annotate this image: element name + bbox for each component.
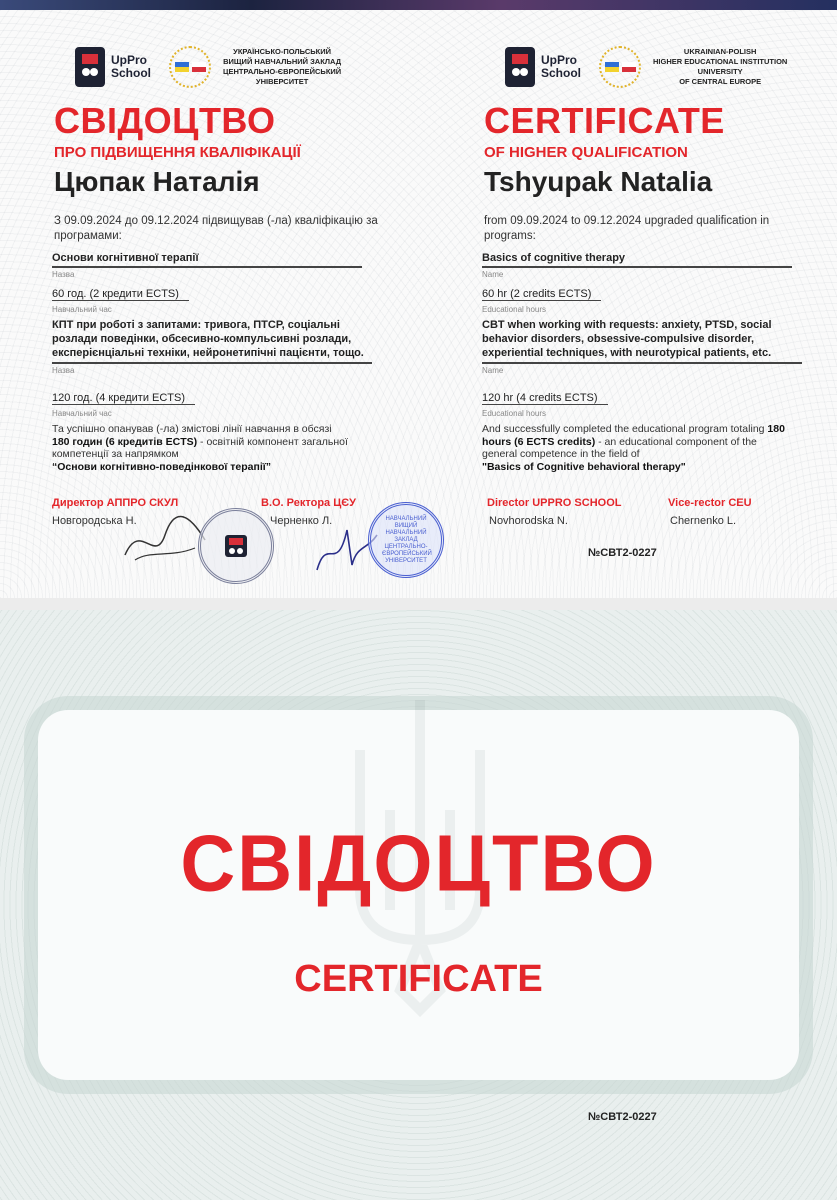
program-1: Основи когнітивної терапії Назва (52, 252, 362, 279)
cover-serial-number: №СВТ2-0227 (588, 1111, 657, 1123)
rector-name: Chernenko L. (670, 515, 737, 527)
header-logos (75, 40, 341, 94)
uppro-logo-icon (505, 47, 535, 87)
director-name: Novhorodska N. (489, 515, 568, 527)
completion-text: And successfully completed the educational program totaling 180 hours (6 ECTS credits) - an educational component of the general competence in the field of "Basics of Cognitive behavioral therapy" (482, 423, 785, 473)
cover-title: СВІДОЦТВО (180, 818, 657, 909)
logo-text: UpPro School (111, 53, 152, 80)
top-bar (0, 0, 837, 10)
program-1: Basics of cognitive therapy Name (482, 252, 792, 279)
program-2: КПТ при роботі з запитами: тривога, ПТСР, соціальні розлади поведінки, обсесивно-компульсивні розлади, експерієнціальні техніки, нейронетипічні пацієнти, тощо. Назва (52, 318, 372, 375)
certificate-title: СВІДОЦТВО (54, 100, 276, 141)
university-name: UKRAINIAN-POLISH HIGHER EDUCATIONAL INSTITUTION UNIVERSITY OF CENTRAL EUROPE (653, 47, 788, 86)
cover-subtitle: CERTIFICATE (294, 958, 543, 1000)
uppro-logo-icon (75, 47, 105, 87)
rector-title: В.О. Ректора ЦЄУ (261, 497, 356, 509)
eu-stars-icon (599, 46, 641, 88)
director-signature-icon (120, 510, 210, 570)
hours-2: 120 год. (4 кредити ECTS) Навчальний час (52, 392, 362, 418)
hours-1: 60 год. (2 кредити ECTS) Навчальний час (52, 288, 362, 314)
ceu-stamp-icon: НАВЧАЛЬНИЙ ВИЩИЙ НАВЧАЛЬНИЙ ЗАКЛАД ЦЕНТРАЛЬНО-ЄВРОПЕЙСЬКИЙ УНІВЕРСИТЕТ (368, 502, 444, 578)
hours-2: 120 hr (4 credits ECTS) Educational hours (482, 392, 792, 418)
director-title: Director UPPRO SCHOOL (487, 497, 622, 509)
date-line: from 09.09.2024 to 09.12.2024 upgraded qualification in programs: (484, 215, 770, 242)
uppro-stamp-icon (198, 508, 274, 584)
eu-stars-icon (169, 46, 211, 88)
program-2: CBT when working with requests: anxiety, PTSD, social behavior disorders, obsessive-compulsive disorder, experiential techniques, with neurotypical patients, etc. Name (482, 318, 802, 375)
logo-text: UpPro School (541, 53, 582, 80)
director-title: Директор АППРО СКУЛ (52, 497, 179, 509)
certificate-subtitle: ПРО ПІДВИЩЕННЯ КВАЛІФІКАЦІЇ (54, 144, 301, 161)
certificate-title: CERTIFICATE (484, 100, 725, 141)
recipient-name: Tshyupak Natalia (484, 166, 713, 197)
completion-text: Та успішно опанував (-ла) змістові лінії навчання в обсязі 180 годин (6 кредитів ECTS) - освітній компонент загальної компетенції за напрямком “Основи когнітивно-поведінкової терапії” (52, 423, 348, 473)
rector-name: Черненко Л. (270, 515, 333, 527)
header-logos (505, 40, 787, 94)
date-line: З 09.09.2024 до 09.12.2024 підвищував (-ла) кваліфікацію за програмами: (54, 215, 378, 242)
rector-title: Vice-rector CEU (668, 497, 752, 509)
hours-1: 60 hr (2 credits ECTS) Educational hours (482, 288, 792, 314)
certificate-ukrainian (0, 10, 432, 598)
certificate-sheet (0, 10, 837, 598)
certificate-english (430, 10, 837, 598)
page-divider (0, 598, 837, 610)
recipient-name: Цюпак Наталія (54, 166, 260, 197)
serial-number: №СВТ2-0227 (588, 547, 657, 559)
certificate-subtitle: OF HIGHER QUALIFICATION (484, 144, 688, 161)
director-name: Новгородська Н. (52, 515, 137, 527)
university-name: УКРАЇНСЬКО-ПОЛЬСЬКИЙ ВИЩИЙ НАВЧАЛЬНИЙ ЗАКЛАД ЦЕНТРАЛЬНО-ЄВРОПЕЙСЬКИЙ УНІВЕРСИТЕТ (223, 47, 342, 86)
